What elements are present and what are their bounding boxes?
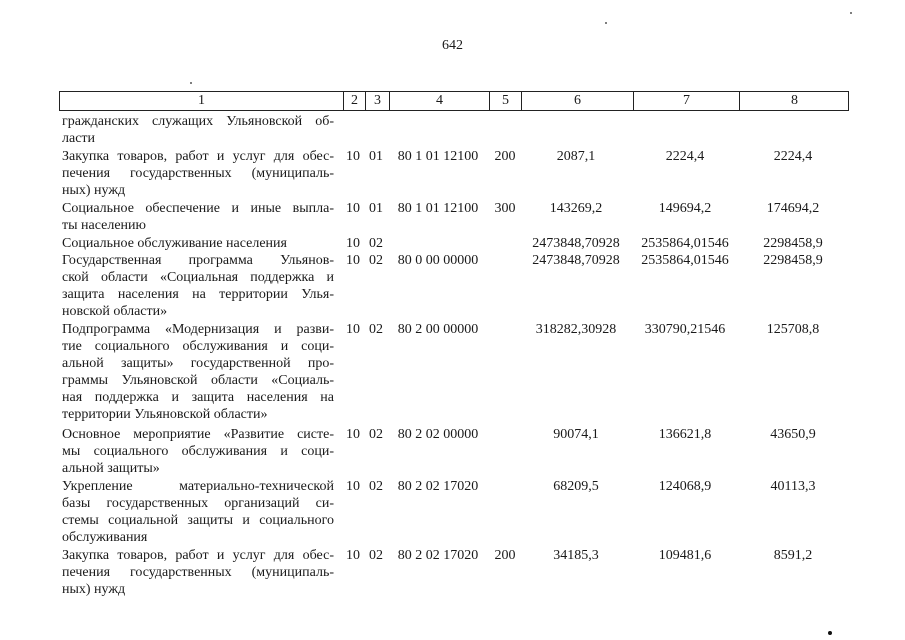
row-description <box>62 547 334 598</box>
page-number: 642 <box>442 38 463 53</box>
scan-speck <box>828 631 832 635</box>
row-description <box>62 252 334 320</box>
cell-col-6: 143269,2 <box>549 201 603 216</box>
description-line: гражданских служащих Ульяновской об- <box>62 114 334 129</box>
cell-col-5: 200 <box>494 149 516 164</box>
cell-col-7: 124068,9 <box>658 479 712 494</box>
cell-col-2: 10 <box>346 149 360 164</box>
cell-col-2: 10 <box>346 201 360 216</box>
description-line: ная поддержка и защита населения на <box>62 390 334 405</box>
cell-col-2: 10 <box>346 236 360 251</box>
description-line: новской области» <box>62 304 168 319</box>
cell-col-3: 01 <box>369 201 383 216</box>
description-line: территории Ульяновской области» <box>62 407 268 422</box>
header-col-6: 6 <box>521 92 633 110</box>
description-line: печения государственных (муниципаль- <box>62 565 334 580</box>
description-line: Закупка товаров, работ и услуг для обес- <box>62 149 334 164</box>
cell-col-8: 40113,3 <box>770 479 816 494</box>
description-line: тие социального обслуживания и соци- <box>62 339 334 354</box>
description-line: печения государственных (муниципаль- <box>62 166 334 181</box>
cell-col-5: 200 <box>494 548 516 563</box>
row-description <box>62 426 334 477</box>
description-line: Подпрограмма «Модернизация и разви- <box>62 322 334 337</box>
cell-col-8: 2298458,9 <box>763 236 823 251</box>
cell-col-6: 2473848,70928 <box>532 236 620 251</box>
row-description <box>62 235 334 252</box>
header-col-1: 1 <box>198 93 205 108</box>
cell-col-7: 149694,2 <box>658 201 712 216</box>
cell-col-2: 10 <box>346 253 360 268</box>
description-line: стемы социальной защиты и социального <box>62 513 334 528</box>
description-line: Закупка товаров, работ и услуг для обес- <box>62 548 334 563</box>
cell-col-6: 2087,1 <box>556 149 596 164</box>
cell-col-4: 80 1 01 12100 <box>397 149 479 164</box>
description-line: базы государственных организаций си- <box>62 496 334 511</box>
cell-col-4: 80 0 00 00000 <box>397 253 479 268</box>
cell-col-8: 125708,8 <box>766 322 820 337</box>
cell-col-7: 136621,8 <box>658 427 712 442</box>
description-line: ской области «Социальная поддержка и <box>62 270 334 285</box>
header-col-5: 5 <box>489 92 521 110</box>
scan-speck <box>850 12 852 14</box>
description-line: Государственная программа Ульянов- <box>62 253 334 268</box>
cell-col-8: 2224,4 <box>773 149 813 164</box>
row-description <box>62 321 334 423</box>
header-col-2: 2 <box>343 92 365 110</box>
header-col-7: 7 <box>633 92 739 110</box>
cell-col-7: 330790,21546 <box>644 322 726 337</box>
description-line: ласти <box>62 131 96 146</box>
description-line: Социальное обеспечение и иные выпла- <box>62 201 334 216</box>
row-description <box>62 200 334 234</box>
cell-col-2: 10 <box>346 479 360 494</box>
cell-col-8: 43650,9 <box>770 427 816 442</box>
cell-col-7: 2535864,01546 <box>641 253 729 268</box>
header-col-4: 4 <box>389 92 489 110</box>
cell-col-4: 80 2 02 00000 <box>397 427 479 442</box>
cell-col-6: 34185,3 <box>553 548 599 563</box>
description-line: обслуживания <box>62 530 148 545</box>
table-header <box>59 91 849 111</box>
row-description <box>62 148 334 199</box>
cell-col-3: 02 <box>369 322 383 337</box>
cell-col-6: 90074,1 <box>553 427 599 442</box>
cell-col-4: 80 2 00 00000 <box>397 322 479 337</box>
row-description <box>62 113 334 147</box>
description-line: защита населения на территории Улья- <box>62 287 334 302</box>
description-line: ты населению <box>62 218 146 233</box>
cell-col-3: 02 <box>369 236 383 251</box>
description-line: ных) нужд <box>62 582 126 597</box>
cell-col-3: 01 <box>369 149 383 164</box>
cell-col-3: 02 <box>369 479 383 494</box>
header-col-3: 3 <box>365 92 389 110</box>
cell-col-7: 2535864,01546 <box>641 236 729 251</box>
cell-col-3: 02 <box>369 427 383 442</box>
cell-col-4: 80 2 02 17020 <box>397 479 479 494</box>
scan-speck <box>605 22 607 24</box>
description-line: мы социального обслуживания и соци- <box>62 444 334 459</box>
cell-col-7: 2224,4 <box>665 149 705 164</box>
cell-col-6: 2473848,70928 <box>532 253 620 268</box>
cell-col-8: 8591,2 <box>773 548 813 563</box>
cell-col-8: 174694,2 <box>766 201 820 216</box>
cell-col-2: 10 <box>346 548 360 563</box>
cell-col-5: 300 <box>494 201 516 216</box>
description-line: ных) нужд <box>62 183 126 198</box>
cell-col-7: 109481,6 <box>658 548 712 563</box>
header-col-8: 8 <box>739 92 849 110</box>
cell-col-4: 80 1 01 12100 <box>397 201 479 216</box>
description-line: Социальное обслуживание населения <box>62 236 287 251</box>
cell-col-4: 80 2 02 17020 <box>397 548 479 563</box>
description-line: альной защиты» <box>62 461 160 476</box>
row-description <box>62 478 334 546</box>
description-line: граммы Ульяновской области «Социаль- <box>62 373 334 388</box>
cell-col-6: 318282,30928 <box>535 322 617 337</box>
scan-speck <box>190 82 192 84</box>
cell-col-2: 10 <box>346 322 360 337</box>
description-line: Укрепление материально-технической <box>62 479 334 494</box>
cell-col-3: 02 <box>369 253 383 268</box>
description-line: альной защиты» государственной про- <box>62 356 334 371</box>
cell-col-6: 68209,5 <box>553 479 599 494</box>
cell-col-3: 02 <box>369 548 383 563</box>
description-line: Основное мероприятие «Развитие систе- <box>62 427 334 442</box>
cell-col-8: 2298458,9 <box>763 253 823 268</box>
cell-col-2: 10 <box>346 427 360 442</box>
